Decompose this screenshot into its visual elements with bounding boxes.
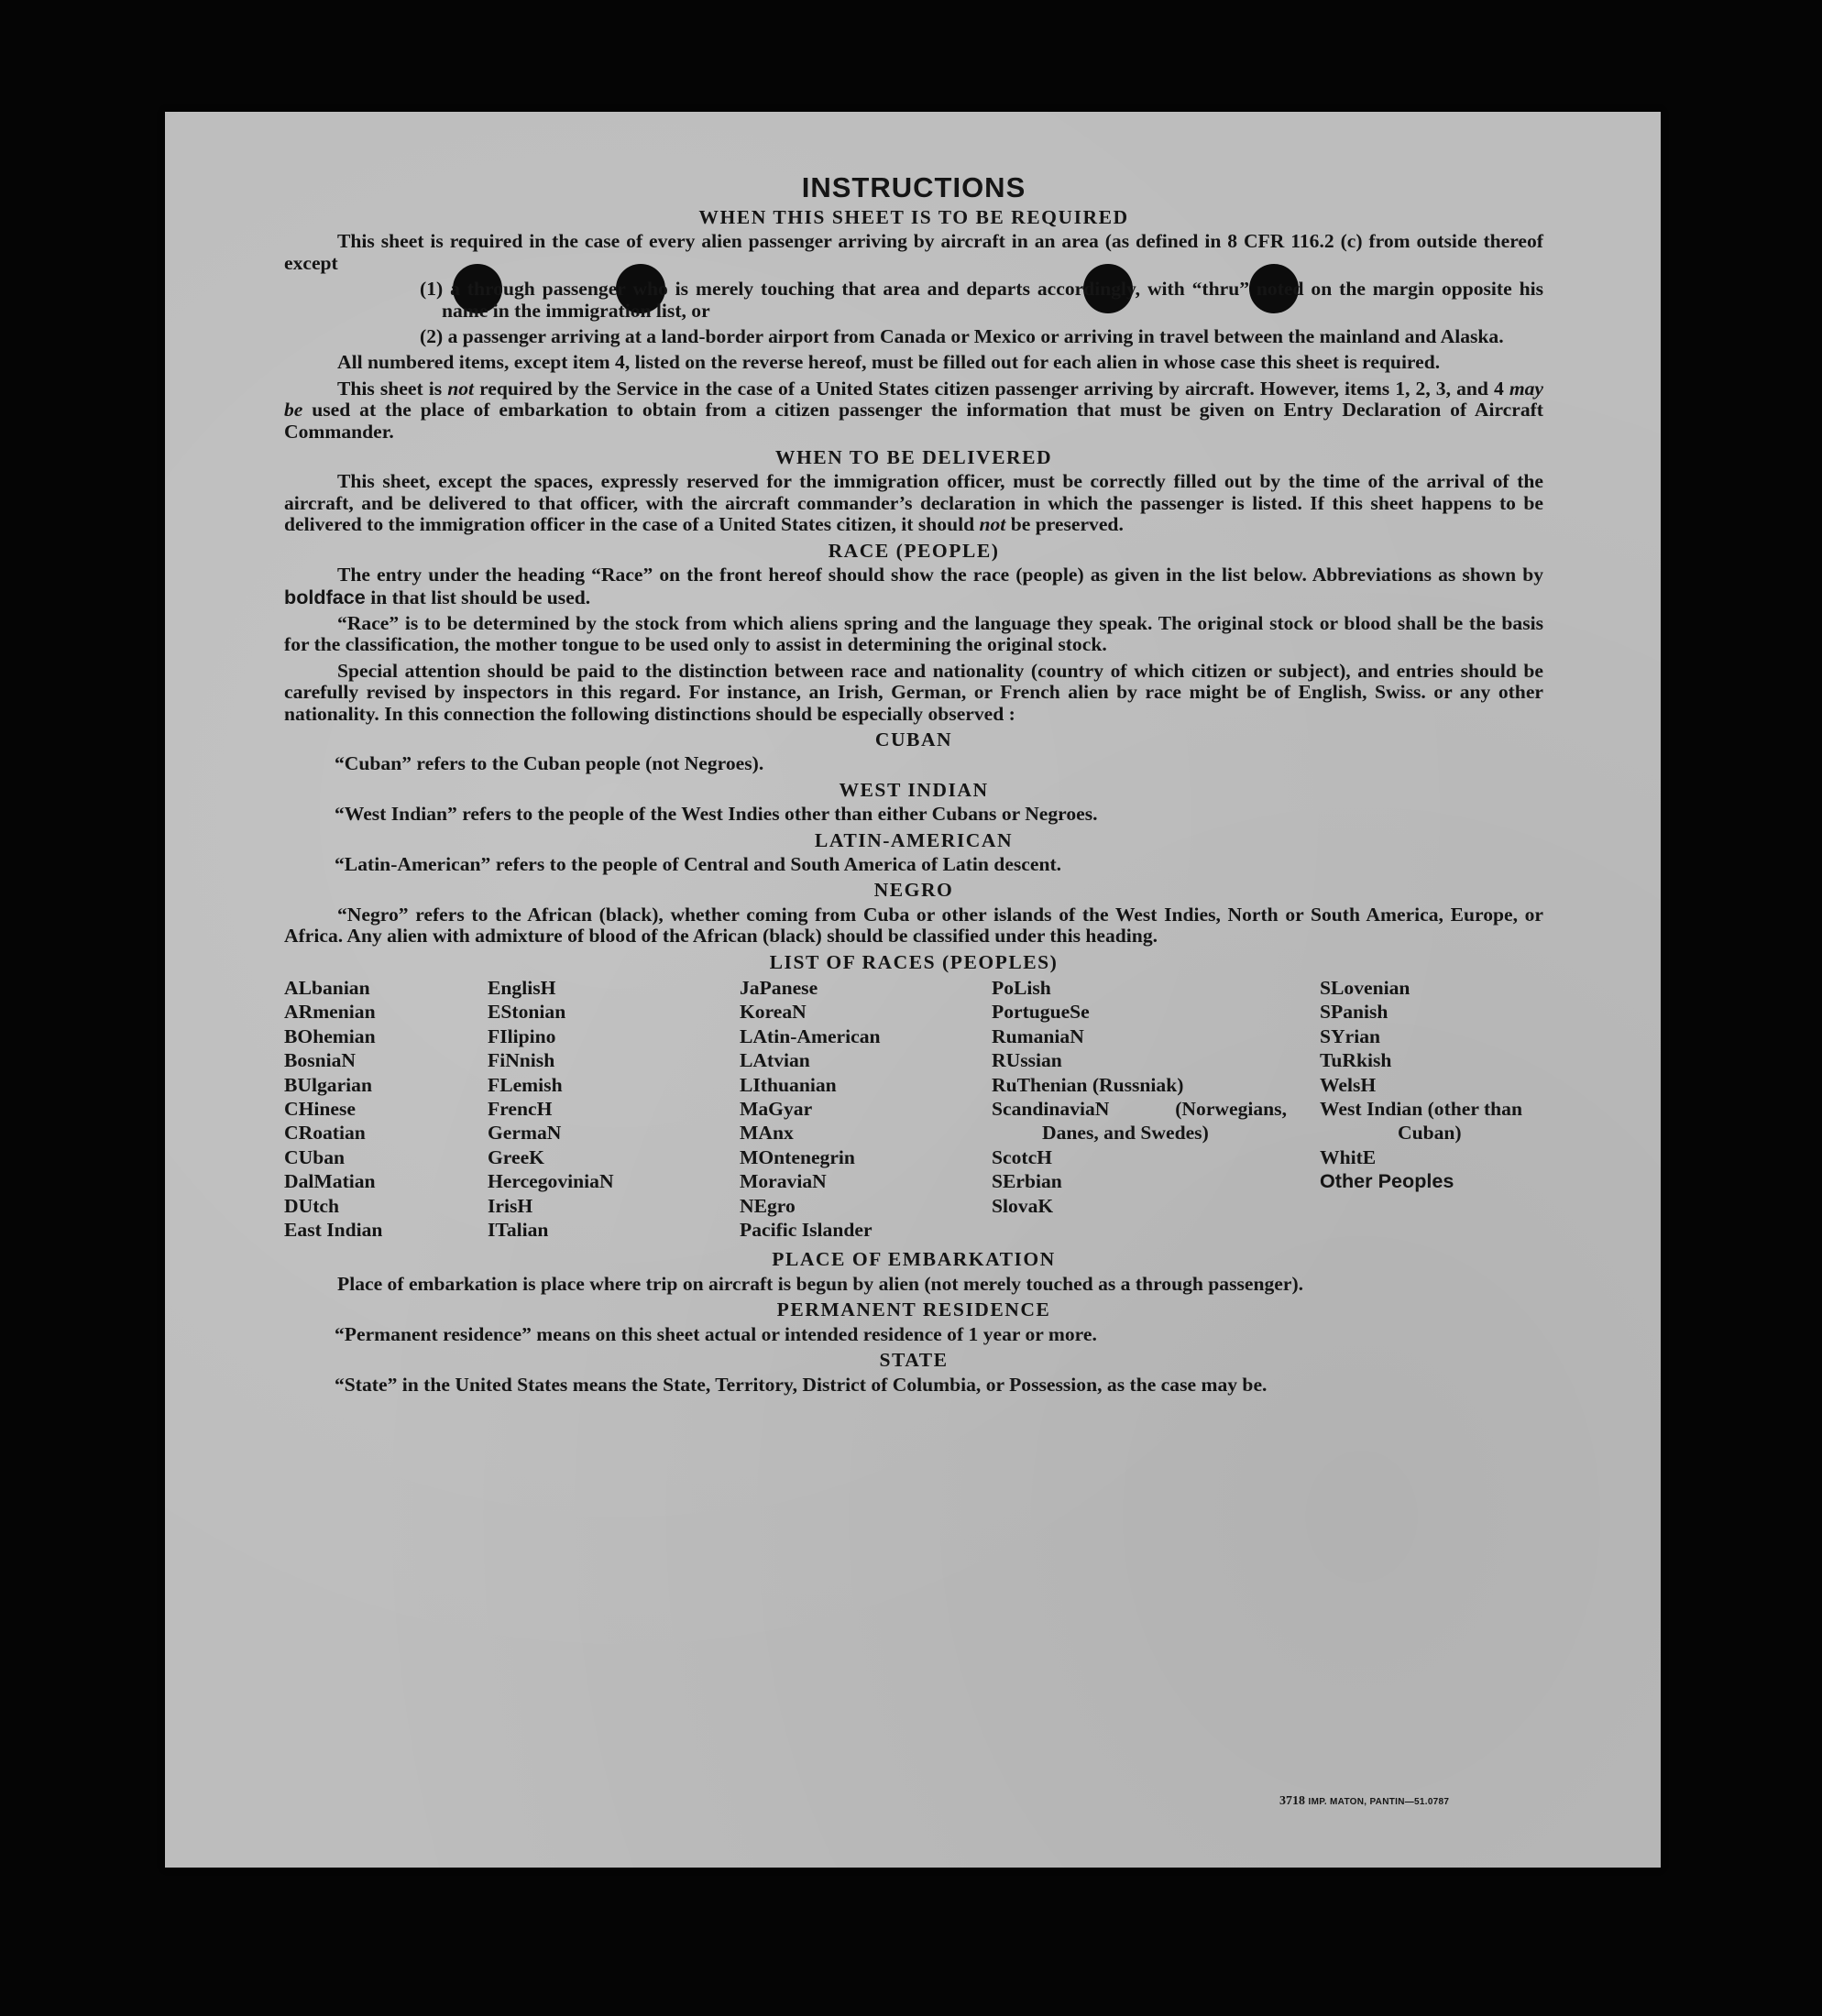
race-item: DalMatian (284, 1170, 376, 1193)
list-item: (2) a passenger arriving at a land-border airport from Canada or Mexico or arriving in travel between the mainland and Alaska. (420, 325, 1504, 348)
text-span: used at the place of embarkation to obtain from a citizen passenger the information that must be given on Entry Declaration of Aircraft Commander. (284, 399, 1543, 443)
paragraph (284, 471, 1543, 535)
race-item: SErbian (992, 1170, 1062, 1193)
section-heading-list-of-races: LIST OF RACES (PEOPLES) (769, 950, 1059, 973)
race-item: ALbanian (284, 977, 370, 999)
race-item: PoLish (992, 977, 1051, 999)
race-item: ARmenian (284, 1001, 376, 1024)
race-item: CRoatian (284, 1122, 366, 1145)
paragraph: “State” in the United States means the State, Territory, District of Columbia, or Possession, as the case may be. (335, 1373, 1268, 1396)
paragraph: “Negro” refers to the African (black), whether coming from Cuba or other islands of the West Indies, North or South America, Europe, or Africa. Any alien with admixture of blood of the African (black) should be classified under this heading. (284, 903, 1543, 948)
section-heading-embarkation: PLACE OF EMBARKATION (772, 1248, 1056, 1271)
race-item: EStonian (488, 1001, 566, 1024)
text-span: be preserved. (1005, 513, 1124, 536)
race-item: MAnx (740, 1122, 794, 1145)
races-column-1 (284, 976, 488, 1242)
race-item: SlovaK (992, 1194, 1054, 1217)
race-item: East Indian (284, 1219, 383, 1242)
race-item: GermaN (488, 1122, 562, 1145)
section-heading-residence: PERMANENT RESIDENCE (776, 1298, 1051, 1321)
race-item: Pacific Islander (740, 1219, 873, 1242)
race-item: SYrian (1320, 1024, 1380, 1047)
section-heading-negro: NEGRO (873, 879, 954, 902)
race-item: FiNnish (488, 1049, 555, 1072)
paragraph: Place of embarkation is place where trip on aircraft is begun by alien (not merely touched as a through passenger). (337, 1272, 1304, 1295)
emphasis: not (447, 377, 475, 400)
section-heading-delivered: WHEN TO BE DELIVERED (774, 446, 1053, 469)
race-item: PortugueSe (992, 1001, 1090, 1024)
race-item: KoreaN (740, 1001, 807, 1024)
race-item: LAtin-American (740, 1024, 881, 1047)
emphasis: may be (284, 377, 1543, 422)
paragraph: “West Indian” refers to the people of the West Indies other than either Cubans or Negroes. (335, 803, 1098, 826)
text-span: in that list should be used. (365, 586, 591, 608)
races-column-3 (740, 976, 992, 1242)
paragraph: Special attention should be paid to the distinction between race and nationality (country of which citizen or subject), and entries should be carefully revised by inspectors in this regard. For instance, an Irish, German, or French alien by race might be of English, Swiss. or any other nationality. In this connection the following distinctions should be especially observed : (284, 659, 1543, 725)
race-item: ScotcH (992, 1145, 1052, 1168)
race-item: FrencH (488, 1098, 553, 1121)
race-item: ScandinaviaN (Norwegians, Danes, and Swedes) (992, 1098, 1287, 1145)
race-item: CHinese (284, 1098, 356, 1121)
race-item: LAtvian (740, 1049, 810, 1072)
race-item: BosniaN (284, 1049, 357, 1072)
section-heading-cuban: CUBAN (874, 728, 953, 751)
text-span: This sheet, except the spaces, expressly reserved for the immigration officer, must be correctly filled out by the time of the arrival of the aircraft, and be delivered to that officer, with the aircraft commander’s declaration in which the passenger is listed. If this sheet happens to be delivered to the immigration officer in the case of a United States citizen, it should (284, 470, 1543, 536)
race-item: FLemish (488, 1073, 563, 1096)
list-item: (1) a through passenger who is merely touching that area and departs accordingly, with “thru” noted on the margin opposite his name in the immigration list, or (420, 278, 1543, 322)
race-item: West Indian (other than Cuban) (1320, 1098, 1522, 1145)
race-item: EnglisH (488, 977, 556, 999)
race-item: ITalian (488, 1219, 549, 1242)
race-item: RuThenian (Russniak) (992, 1073, 1184, 1096)
race-item: RUssian (992, 1049, 1062, 1072)
races-column-5 (1320, 976, 1543, 1242)
text-span: This sheet is (337, 377, 448, 400)
race-item: BUlgarian (284, 1073, 372, 1096)
race-item: NEgro (740, 1194, 796, 1217)
race-item: JaPanese (740, 977, 818, 999)
paragraph (284, 378, 1543, 443)
race-item: MoraviaN (740, 1170, 827, 1193)
paragraph: This sheet is required in the case of every alien passenger arriving by aircraft in an area (as defined in 8 CFR 116.2 (c) from outside thereof except (284, 230, 1543, 274)
race-item: CUban (284, 1145, 346, 1168)
race-item: LIthuanian (740, 1073, 837, 1096)
paragraph: “Permanent residence” means on this sheet actual or intended residence of 1 year or more. (335, 1322, 1097, 1345)
race-item: RumaniaN (992, 1024, 1084, 1047)
form-number-value: 3718 (1279, 1794, 1305, 1808)
races-list (284, 976, 1543, 1242)
section-heading-race: RACE (PEOPLE) (828, 539, 1000, 562)
printer-mark: IMP. MATON, PANTIN—51.0787 (1308, 1797, 1450, 1807)
emphasis: not (979, 513, 1006, 536)
races-column-4 (992, 976, 1320, 1242)
paragraph: “Cuban” refers to the Cuban people (not Negroes). (335, 752, 764, 775)
race-item: BOhemian (284, 1024, 376, 1047)
race-item: FIlipino (488, 1024, 556, 1047)
text-span: required by the Service in the case of a United States citizen passenger arriving by aircraft. However, items 1, 2, 3, and 4 (474, 377, 1509, 400)
race-item: DUtch (284, 1194, 339, 1217)
boldface-word: boldface (284, 585, 366, 608)
race-item: IrisH (488, 1194, 533, 1217)
race-item: MaGyar (740, 1098, 813, 1121)
paragraph: All numbered items, except item 4, listed on the reverse hereof, must be filled out for each alien in whose case this sheet is required. (337, 351, 1441, 374)
page-title: INSTRUCTIONS (801, 171, 1026, 203)
form-number (1279, 1794, 1449, 1809)
race-item: HercegoviniaN (488, 1170, 614, 1193)
section-heading-west-indian: WEST INDIAN (839, 778, 989, 801)
race-item: GreeK (488, 1145, 544, 1168)
section-heading-required: WHEN THIS SHEET IS TO BE REQUIRED (698, 206, 1129, 228)
race-item: WhitE (1320, 1145, 1377, 1168)
race-item: SPanish (1320, 1001, 1388, 1024)
section-heading-latin-american: LATIN-AMERICAN (814, 828, 1014, 851)
paragraph (284, 564, 1543, 608)
race-item: SLovenian (1320, 977, 1410, 999)
race-item: WelsH (1320, 1073, 1377, 1096)
race-item: MOntenegrin (740, 1145, 855, 1168)
races-column-2 (488, 976, 740, 1242)
race-item: Other Peoples (1320, 1169, 1454, 1193)
section-heading-state: STATE (879, 1349, 949, 1372)
paragraph: “Latin-American” refers to the people of Central and South America of Latin descent. (335, 852, 1062, 875)
paragraph: “Race” is to be determined by the stock from which aliens spring and the language they speak. The original stock or blood shall be the basis for the classification, the mother tongue to be used only to assist in determining the original stock. (284, 611, 1543, 656)
text-span: The entry under the heading “Race” on the front hereof should show the race (people) as given in the list below. Abbreviations as shown by (337, 564, 1543, 586)
instructions-content (284, 170, 1543, 1400)
race-item: TuRkish (1320, 1049, 1392, 1072)
